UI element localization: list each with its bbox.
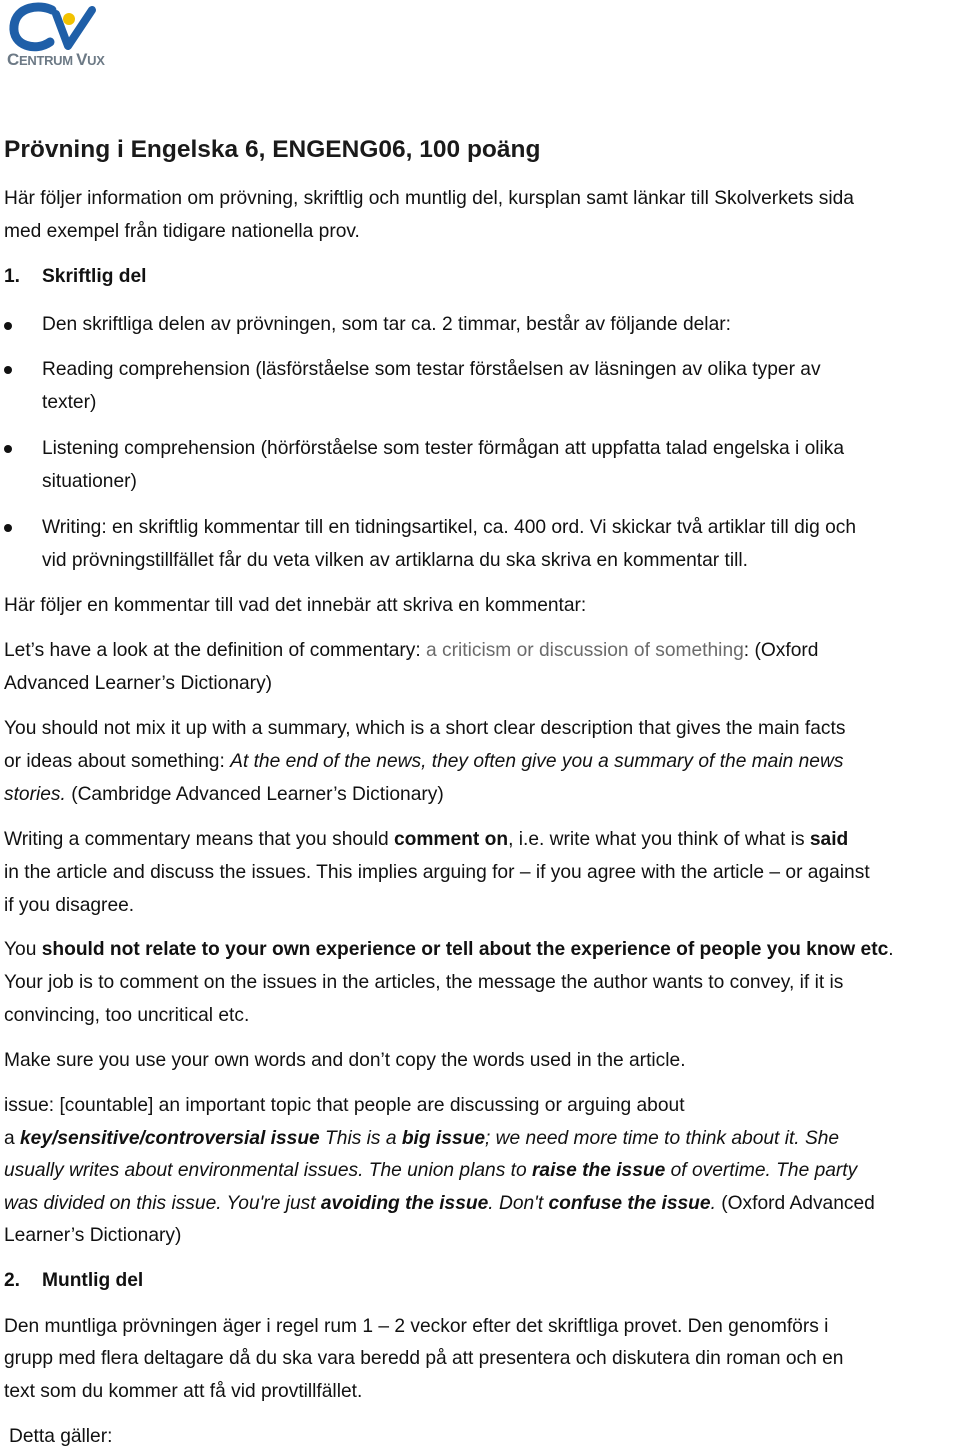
- bullet-icon: [4, 366, 12, 374]
- experience-bold: should not relate to your own experience or tell about the experience of people you know etc: [41, 939, 889, 960]
- issue-text: a: [4, 1128, 21, 1149]
- issue-bold: big issue: [401, 1128, 485, 1149]
- experience-line-3: convincing, too uncritical etc.: [4, 1005, 250, 1026]
- writing-line-1: [4, 824, 848, 857]
- logo-wordmark: CENTRUM VUX: [7, 50, 105, 69]
- bullet-icon: [4, 322, 12, 330]
- summary-line-2: [4, 746, 843, 779]
- summary-text: or ideas about something:: [4, 751, 231, 772]
- issue-bold: avoiding the issue: [320, 1193, 489, 1214]
- page-title: Prövning i Engelska 6, ENGENG06, 100 poäng: [4, 136, 541, 163]
- issue-line-3: [4, 1155, 857, 1188]
- section-1-title: Skriftlig del: [42, 266, 147, 287]
- summary-line-3: [4, 779, 444, 812]
- list-item-text-cont: texter): [42, 392, 97, 413]
- issue-line-1: issue: [countable] an important topic that people are discussing or arguing about: [4, 1095, 685, 1116]
- list-item-text: Den skriftliga delen av prövningen, som tar ca. 2 timmar, består av följande delar:: [42, 314, 731, 335]
- issue-line-4: [4, 1188, 875, 1221]
- writing-text: , i.e. write what you think of what is: [508, 829, 810, 850]
- issue-example: . Don't: [488, 1193, 549, 1214]
- intro-line-1: Här följer information om prövning, skriftlig och muntlig del, kursplan samt länkar till Skolverkets sida: [4, 188, 854, 209]
- issue-bold: raise the issue: [531, 1160, 666, 1181]
- writing-line-2: in the article and discuss the issues. This implies arguing for – if you agree with the article – or against: [4, 862, 870, 883]
- issue-example: ; we need more time to think about it. She: [485, 1128, 840, 1149]
- muntlig-line-2: grupp med flera deltagare då du ska vara beredd på att presentera och diskutera din roman och en: [4, 1348, 844, 1369]
- section-2-number: 2.: [4, 1270, 21, 1291]
- definition-source: : (Oxford: [743, 640, 819, 661]
- writing-line-3: if you disagree.: [4, 895, 135, 916]
- summary-example-end: stories.: [4, 784, 66, 805]
- summary-line-1: You should not mix it up with a summary, which is a short clear description that gives the main facts: [4, 718, 846, 739]
- muntlig-line-1: Den muntliga prövningen äger i regel rum 1 – 2 veckor efter det skriftliga provet. Den genomförs i: [4, 1316, 829, 1337]
- intro-line-2: med exempel från tidigare nationella prov.: [4, 221, 360, 242]
- summary-example: At the end of the news, they often give you a summary of the main news: [230, 751, 844, 772]
- experience-line-1: [4, 934, 894, 967]
- definition-text: Let’s have a look at the definition of commentary:: [4, 640, 427, 661]
- definition-quote: a criticism or discussion of something: [426, 640, 744, 661]
- writing-text: Writing a commentary means that you should: [4, 829, 394, 850]
- issue-example: .: [710, 1193, 716, 1214]
- list-item-text-cont: situationer): [42, 471, 137, 492]
- writing-bold: said: [809, 829, 849, 850]
- issue-line-5: Learner’s Dictionary): [4, 1225, 182, 1246]
- issue-example: usually writes about environmental issues. The union plans to: [4, 1160, 532, 1181]
- experience-text: You: [4, 939, 42, 960]
- list-item-text: Writing: en skriftlig kommentar till en tidningsartikel, ca. 400 ord. Vi skickar två artiklar till dig och: [42, 517, 857, 538]
- issue-line-2: [4, 1123, 839, 1156]
- issue-bold: key/sensitive/controversial issue: [20, 1128, 320, 1149]
- bullet-icon: [4, 524, 12, 532]
- definition-line-2: Advanced Learner’s Dictionary): [4, 673, 273, 694]
- issue-example: of overtime. The party: [665, 1160, 858, 1181]
- bullet-icon: [4, 445, 12, 453]
- section-1-number: 1.: [4, 266, 21, 287]
- summary-source: (Cambridge Advanced Learner’s Dictionary): [65, 784, 444, 805]
- detta-galler-text: Detta gäller:: [9, 1426, 113, 1447]
- experience-text: .: [888, 939, 894, 960]
- issue-source: (Oxford Advanced: [715, 1193, 875, 1214]
- issue-example: This is a: [319, 1128, 402, 1149]
- list-item-text: Reading comprehension (läsförståelse som testar förståelsen av läsningen av olika typer av: [42, 359, 821, 380]
- writing-bold: comment on: [393, 829, 509, 850]
- words-paragraph: Make sure you use your own words and don’t copy the words used in the article.: [4, 1050, 686, 1071]
- muntlig-line-3: text som du kommer att få vid provtillfället.: [4, 1381, 363, 1402]
- issue-example: was divided on this issue. You're just: [4, 1193, 321, 1214]
- list-item-text: Listening comprehension (hörförståelse som tester förmågan att uppfatta talad engelska i olika: [42, 438, 845, 459]
- experience-line-2: Your job is to comment on the issues in the articles, the message the author wants to convey, if it is: [4, 972, 844, 993]
- list-item-text-cont: vid prövningstillfället får du veta vilken av artiklarna du ska skriva en kommentar till.: [42, 550, 748, 571]
- kommentar-paragraph: Här följer en kommentar till vad det innebär att skriva en kommentar:: [4, 595, 587, 616]
- issue-bold: confuse the issue: [548, 1193, 711, 1214]
- section-2-title: Muntlig del: [42, 1270, 144, 1291]
- definition-line-1: [4, 635, 818, 668]
